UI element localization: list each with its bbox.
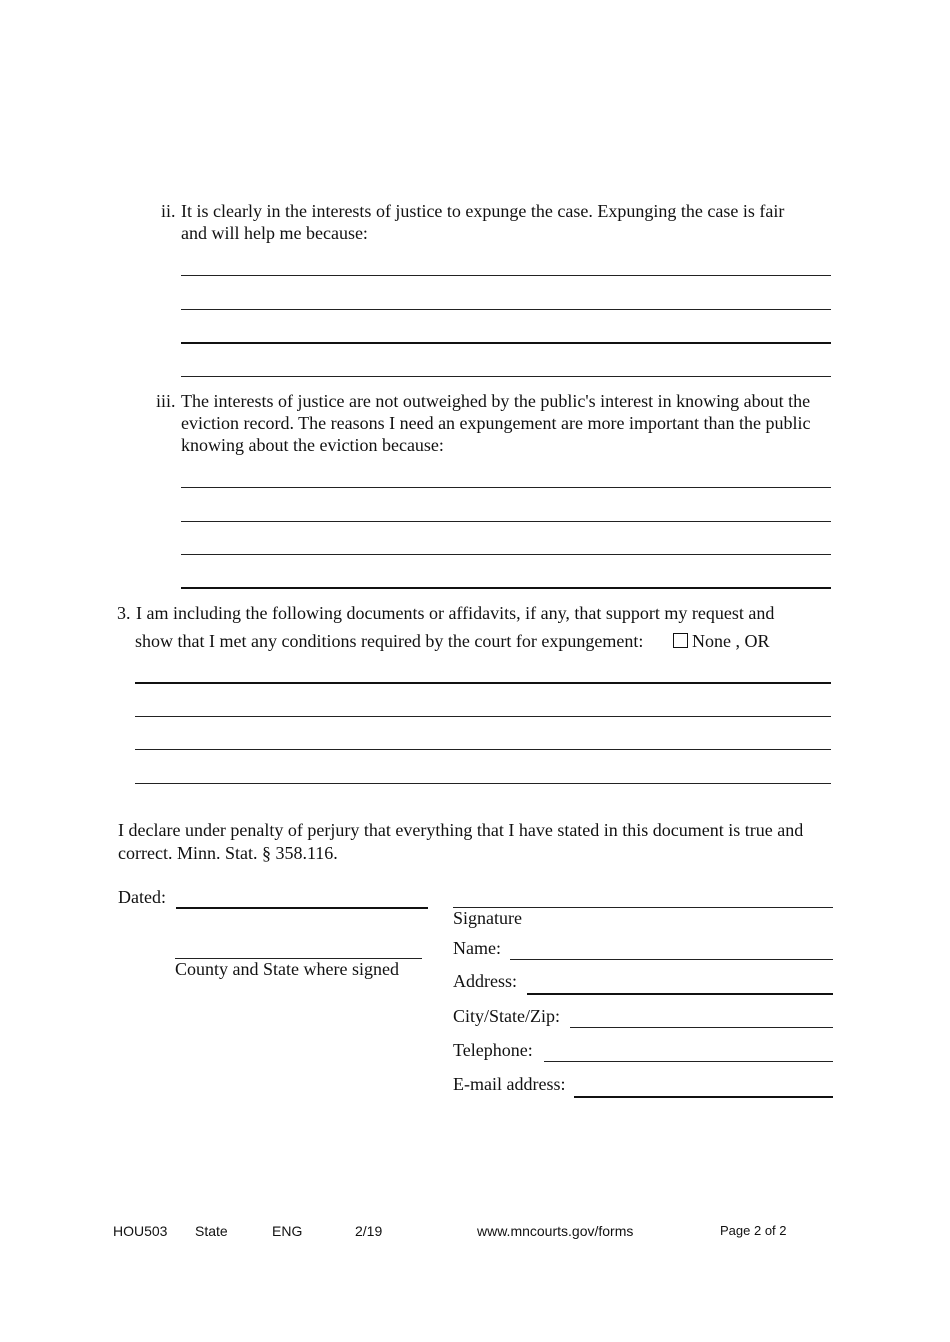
none-checkbox-label: None , OR xyxy=(692,631,770,651)
item-ii-answer-line-4[interactable] xyxy=(181,376,831,377)
documents-line-1[interactable] xyxy=(135,682,831,684)
item-iii-answer-line-4[interactable] xyxy=(181,587,831,589)
item-3-line-1: I am including the following documents or affidavits, if any, that support my request and xyxy=(136,603,775,623)
none-option[interactable] xyxy=(673,630,770,652)
email-label: E-mail address: xyxy=(453,1074,566,1094)
item-ii-marker: ii. xyxy=(161,201,176,221)
county-label: County and State where signed xyxy=(175,959,399,979)
item-iii-marker: iii. xyxy=(156,391,176,411)
city-label: City/State/Zip: xyxy=(453,1006,560,1026)
dated-label: Dated: xyxy=(118,887,166,907)
item-ii-answer-line-3[interactable] xyxy=(181,342,831,344)
documents-line-3[interactable] xyxy=(135,749,831,750)
declaration-line-2: correct. Minn. Stat. § 358.116. xyxy=(118,843,338,863)
footer-revision: 2/19 xyxy=(355,1223,383,1239)
address-label: Address: xyxy=(453,971,517,991)
footer-language: ENG xyxy=(272,1223,303,1239)
item-ii-line-1: It is clearly in the interests of justice to expunge the case. Expunging the case is fair xyxy=(181,201,785,221)
telephone-field[interactable] xyxy=(544,1061,833,1062)
documents-line-4[interactable] xyxy=(135,783,831,784)
footer-jurisdiction: State xyxy=(195,1223,228,1239)
footer-url[interactable]: www.mncourts.gov/forms xyxy=(477,1223,634,1239)
item-iii-line-2: eviction record. The reasons I need an expungement are more important than the public xyxy=(181,413,811,433)
item-ii-answer-line-2[interactable] xyxy=(181,309,831,310)
documents-line-2[interactable] xyxy=(135,716,831,717)
item-3-marker: 3. xyxy=(117,603,131,623)
item-iii-answer-line-2[interactable] xyxy=(181,521,831,522)
footer-form-id: HOU503 xyxy=(113,1223,168,1239)
telephone-label: Telephone: xyxy=(453,1040,533,1060)
item-ii-answer-line-1[interactable] xyxy=(181,275,831,276)
none-checkbox[interactable] xyxy=(673,633,688,648)
item-ii-line-2: and will help me because: xyxy=(181,223,368,243)
item-iii-line-3: knowing about the eviction because: xyxy=(181,435,444,455)
item-iii-line-1: The interests of justice are not outweighed by the public's interest in knowing about the xyxy=(181,391,811,411)
city-field[interactable] xyxy=(570,1027,833,1028)
name-field[interactable] xyxy=(510,959,833,960)
footer-page-number: Page 2 of 2 xyxy=(720,1223,787,1238)
email-field[interactable] xyxy=(574,1096,833,1098)
item-iii-answer-line-3[interactable] xyxy=(181,554,831,555)
item-3-line-2: show that I met any conditions required by the court for expungement: xyxy=(135,631,644,651)
item-iii-answer-line-1[interactable] xyxy=(181,487,831,488)
declaration-line-1: I declare under penalty of perjury that everything that I have stated in this document is true and xyxy=(118,820,804,840)
signature-label: Signature xyxy=(453,908,522,928)
dated-field[interactable] xyxy=(176,907,428,909)
name-label: Name: xyxy=(453,938,501,958)
address-field[interactable] xyxy=(527,993,833,995)
